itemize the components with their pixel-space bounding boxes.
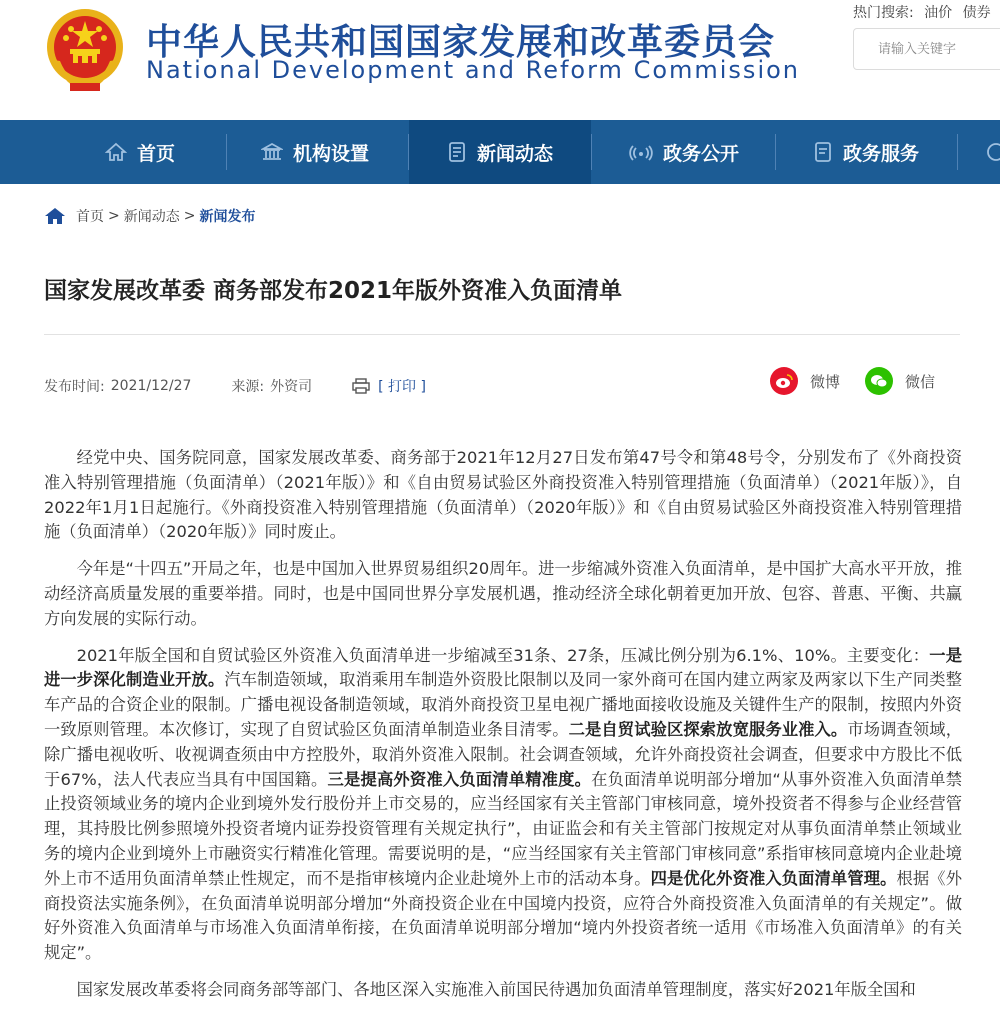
source-label: 来源: bbox=[231, 379, 265, 395]
key-point: 二是自贸试验区探索放宽服务业准入。 bbox=[568, 719, 848, 739]
nav-item-service[interactable] bbox=[778, 120, 954, 184]
main-nav bbox=[0, 120, 1000, 184]
nav-divider bbox=[775, 134, 776, 170]
news-icon bbox=[447, 141, 467, 163]
key-point: 一是进一步深化制造业开放。 bbox=[44, 645, 962, 690]
site-title-en: National Development and Reform Commission bbox=[146, 56, 800, 84]
hot-search bbox=[853, 2, 997, 22]
paragraph: 经党中央、国务院同意，国家发展改革委、商务部于2021年12月27日发布第47号令和第48号令，分别发布了《外商投资准入特别管理措施（负面清单）（2021年版）》和《自由贸易试验区外商投资准入特别管理措施（负面清单）（2021年版）》，自2022年1月1日起施行。《外商投资准入特别管理措施（负面清单）（2020年版）》和《自由贸易试验区外商投资准入特别管理措施（负面清单）（2020年版）》同时废止。 bbox=[44, 448, 962, 542]
print-icon[interactable] bbox=[352, 378, 370, 394]
national-emblem-icon[interactable] bbox=[40, 5, 130, 95]
nav-item-government-affairs[interactable] bbox=[594, 120, 774, 184]
wechat-icon bbox=[865, 367, 893, 395]
service-icon bbox=[813, 141, 833, 163]
share-label: 微博 bbox=[810, 372, 841, 391]
nav-label: 政务公开 bbox=[662, 142, 739, 165]
search-box bbox=[853, 28, 1000, 70]
nav-label: 机构设置 bbox=[292, 142, 369, 165]
nav-item-home[interactable] bbox=[58, 120, 222, 184]
nav-label: 首页 bbox=[136, 142, 175, 165]
source-value: 外资司 bbox=[270, 379, 313, 395]
publish-date: 2021/12/27 bbox=[110, 378, 192, 394]
nav-divider bbox=[591, 134, 592, 170]
breadcrumb-separator: > bbox=[183, 208, 196, 224]
home-icon[interactable] bbox=[44, 207, 66, 225]
article-title: 国家发展改革委 商务部发布2021年版外资准入负面清单 bbox=[44, 278, 623, 304]
text-run: 在负面清单说明部分增加“从事外资准入负面清单禁止投资领域业务的境内企业到境外发行股份并上市交易的，应当经国家有关主管部门审核同意，境外投资者不得参与企业经营管理，其持股比例参照境外投资者境内证券投资管理有关规定执行”，由证监会和有关主管部门按规定对从事负面清单禁止领域业务的境内企业到境外上市融资实行精准化管理。需要说明的是，“应当经国家有关主管部门审核同意”系指审核同意境内企业赴境外上市不适用负面清单禁止性规定，而不是指审核境内企业赴境外上市的活动本身。 bbox=[44, 769, 963, 888]
publish-label: 发布时间: bbox=[44, 379, 105, 395]
nav-item-institution[interactable] bbox=[230, 120, 400, 184]
text-run: 市场调查领域，除广播电视收听、收视调查须由中方控股外，取消外资准入限制。社会调查领域，允许外商投资社会调查，但要求中方股比不低于67%，法人代表应当具有中国国籍。 bbox=[44, 719, 962, 789]
more-nav-icon[interactable] bbox=[986, 142, 1000, 162]
breadcrumb-current[interactable]: 新闻发布 bbox=[199, 209, 256, 225]
share-weibo-button[interactable] bbox=[770, 367, 840, 395]
article-body bbox=[44, 446, 962, 1015]
print-button[interactable]: [ 打印 ] bbox=[378, 379, 426, 395]
institution-icon bbox=[261, 142, 283, 162]
text-run: 汽车制造领域，取消乘用车制造外资股比限制以及同一家外商可在国内建立两家及两家以下生产同类整车产品的合资企业的限制。广播电视设备制造领域，取消外商投资卫星电视广播地面接收设施及关键件生产的限制，按照内外资一致原则管理。本次修订，实现了自贸试验区负面清单制造业条目清零。 bbox=[44, 670, 962, 739]
hot-term-link[interactable]: 油价 bbox=[924, 5, 953, 21]
home-icon bbox=[105, 142, 127, 162]
nav-divider bbox=[226, 134, 227, 170]
site-title-cn: 中华人民共和国国家发展和改革委员会 bbox=[146, 22, 776, 63]
breadcrumb-separator: > bbox=[108, 208, 120, 224]
share-label: 微信 bbox=[905, 372, 936, 391]
text-run: 根据《外商投资法实施条例》，在负面清单说明部分增加“外商投资企业在中国境内投资，应符合外商投资准入负面清单的有关规定”。做好外资准入负面清单与市场准入负面清单衔接，在负面清单说明部分增加“境内外投资者统一适用《市场准入负面清单》的有关规定”。 bbox=[44, 868, 962, 963]
paragraph: 国家发展改革委将会同商务部等部门、各地区深入实施准入前国民待遇加负面清单管理制度，落实好2021年版全国和 bbox=[76, 979, 916, 999]
hot-term-link[interactable]: 债券 bbox=[962, 5, 991, 21]
share-wechat-button[interactable] bbox=[865, 367, 935, 395]
breadcrumb bbox=[44, 206, 255, 226]
text-run: 2021年版全国和自贸试验区外资准入负面清单进一步缩减至31条、27条，压减比例分别为6.1%、10%。主要变化： bbox=[76, 645, 930, 665]
site-header bbox=[0, 0, 1000, 120]
title-divider bbox=[44, 334, 960, 335]
search-input[interactable] bbox=[876, 29, 1000, 69]
article-meta bbox=[44, 376, 426, 396]
key-point: 三是提高外资准入负面清单精准度。 bbox=[327, 769, 592, 789]
nav-divider bbox=[957, 134, 958, 170]
weibo-icon bbox=[770, 367, 798, 395]
breadcrumb-home[interactable]: 首页 bbox=[76, 209, 104, 225]
paragraph bbox=[44, 644, 962, 966]
hot-search-label: 热门搜索: bbox=[853, 5, 914, 21]
broadcast-icon bbox=[629, 142, 653, 162]
paragraph: 今年是“十四五”开局之年，也是中国加入世界贸易组织20周年。进一步缩减外资准入负面清单，是中国扩大高水平开放，推动经济高质量发展的重要举措。同时，也是中国同世界分享发展机遇，推动经济全球化朝着更加开放、包容、普惠、平衡、共赢方向发展的实际行动。 bbox=[44, 559, 962, 628]
nav-item-news[interactable] bbox=[409, 120, 591, 184]
breadcrumb-news[interactable]: 新闻动态 bbox=[123, 209, 180, 225]
nav-label: 新闻动态 bbox=[476, 142, 553, 165]
nav-label: 政务服务 bbox=[842, 142, 919, 165]
key-point: 四是优化外资准入负面清单管理。 bbox=[650, 868, 897, 888]
